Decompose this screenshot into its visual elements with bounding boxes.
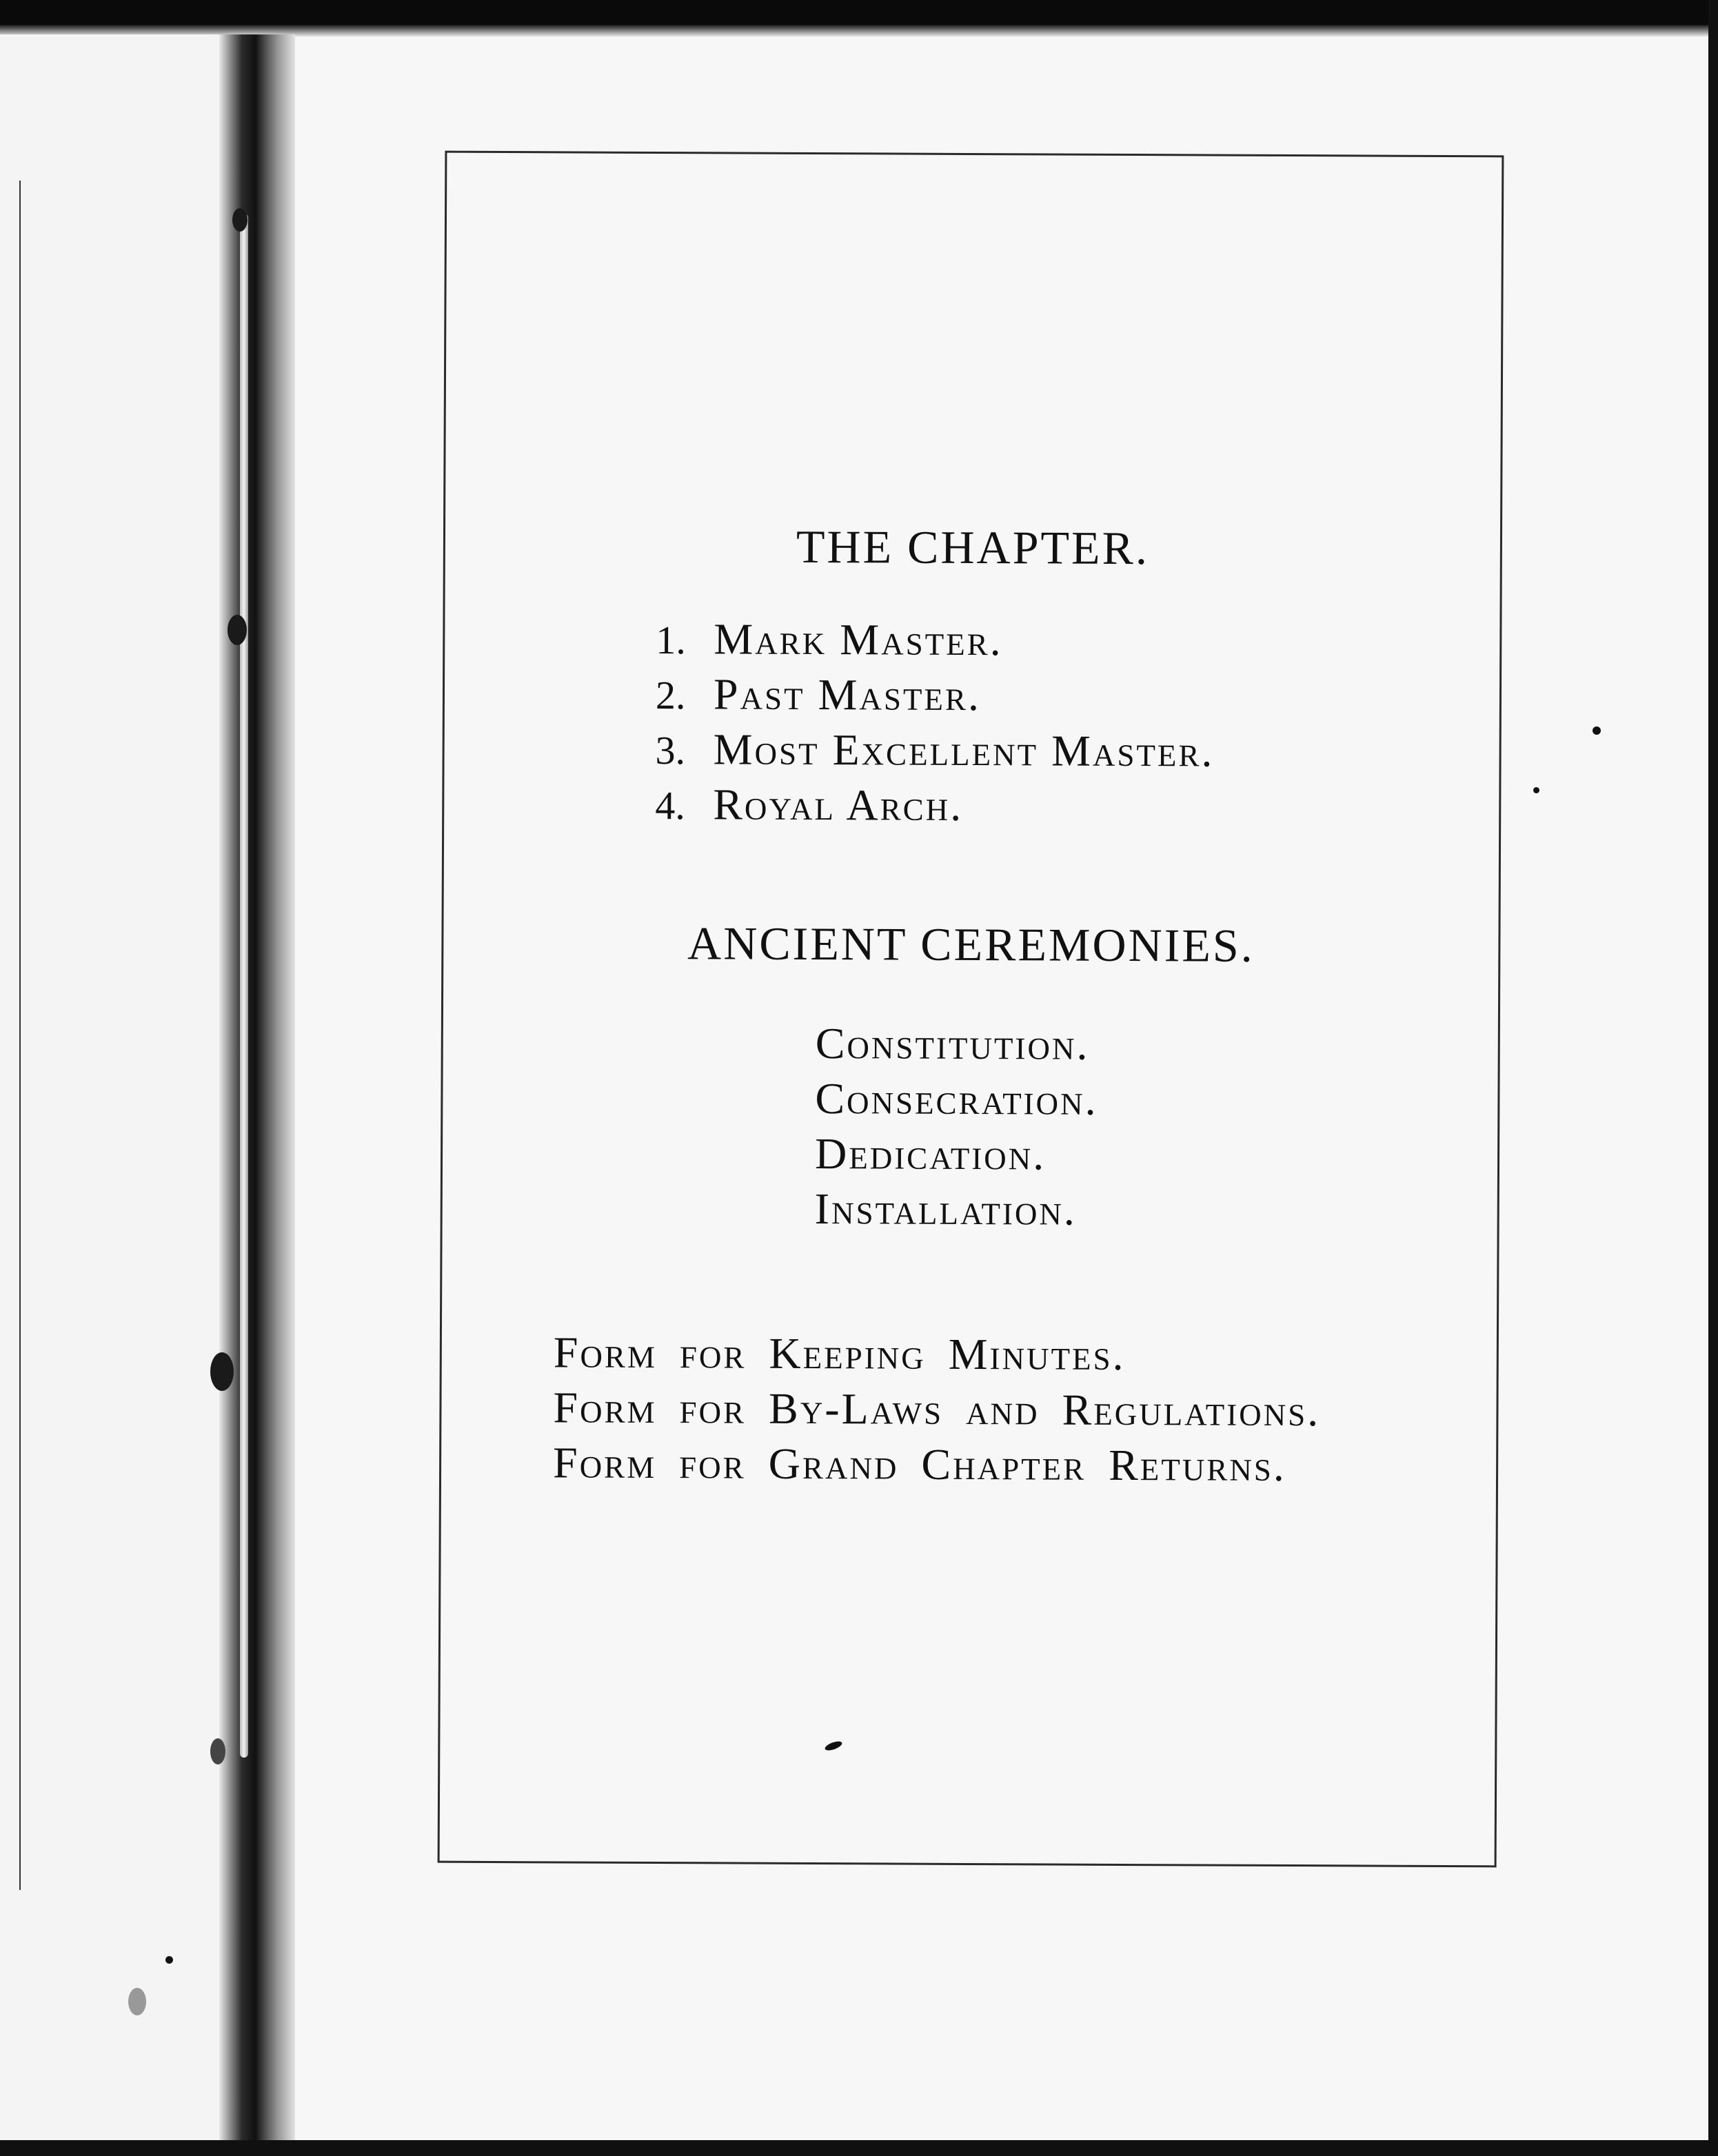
list-item bbox=[655, 777, 1214, 835]
degree-number: 2. bbox=[655, 673, 686, 718]
binding-knot bbox=[210, 1738, 225, 1765]
list-item: Installation. bbox=[814, 1184, 1078, 1234]
list-item: Form for By-Laws and Regulations. bbox=[553, 1383, 1321, 1436]
paper-speck bbox=[165, 1956, 173, 1964]
binding-thread bbox=[240, 214, 248, 1758]
left-page-border bbox=[19, 181, 21, 1890]
list-item: Dedication. bbox=[814, 1129, 1047, 1179]
degree-number: 1. bbox=[656, 618, 686, 663]
degree-number: 4. bbox=[655, 783, 685, 828]
list-item: Form for Keeping Minutes. bbox=[553, 1328, 1126, 1379]
list-item bbox=[656, 667, 1215, 724]
list-item: Constitution. bbox=[815, 1019, 1090, 1069]
list-item bbox=[656, 611, 1215, 669]
chapter-heading: THE CHAPTER. bbox=[796, 520, 1150, 575]
paper-speck bbox=[1593, 726, 1601, 735]
list-item: Consecration. bbox=[815, 1074, 1098, 1124]
book-spine bbox=[219, 34, 295, 2156]
degree-label: Royal Arch. bbox=[713, 780, 964, 830]
degree-label: Past Master. bbox=[713, 669, 982, 720]
binding-knot bbox=[232, 208, 247, 232]
paper-speck bbox=[1533, 787, 1539, 793]
contents-frame bbox=[438, 151, 1504, 1868]
binding-knot bbox=[228, 615, 247, 645]
list-item: Form for Grand Chapter Returns. bbox=[552, 1438, 1287, 1491]
left-facing-page bbox=[0, 34, 221, 2156]
scan-right-edge bbox=[1708, 0, 1718, 2156]
degree-label: Mark Master. bbox=[714, 614, 1003, 665]
degree-label: Most Excellent Master. bbox=[713, 724, 1215, 776]
scan-bottom-edge bbox=[0, 2140, 1718, 2156]
binding-knot bbox=[210, 1352, 234, 1391]
degree-number: 3. bbox=[655, 728, 686, 773]
paper-speck bbox=[128, 1988, 146, 2015]
forms-list bbox=[553, 1325, 1321, 1494]
ceremonies-list bbox=[815, 1016, 1099, 1238]
ceremonies-heading: ANCIENT CEREMONIES. bbox=[687, 917, 1255, 972]
list-item bbox=[655, 722, 1214, 780]
degree-list bbox=[655, 611, 1215, 835]
